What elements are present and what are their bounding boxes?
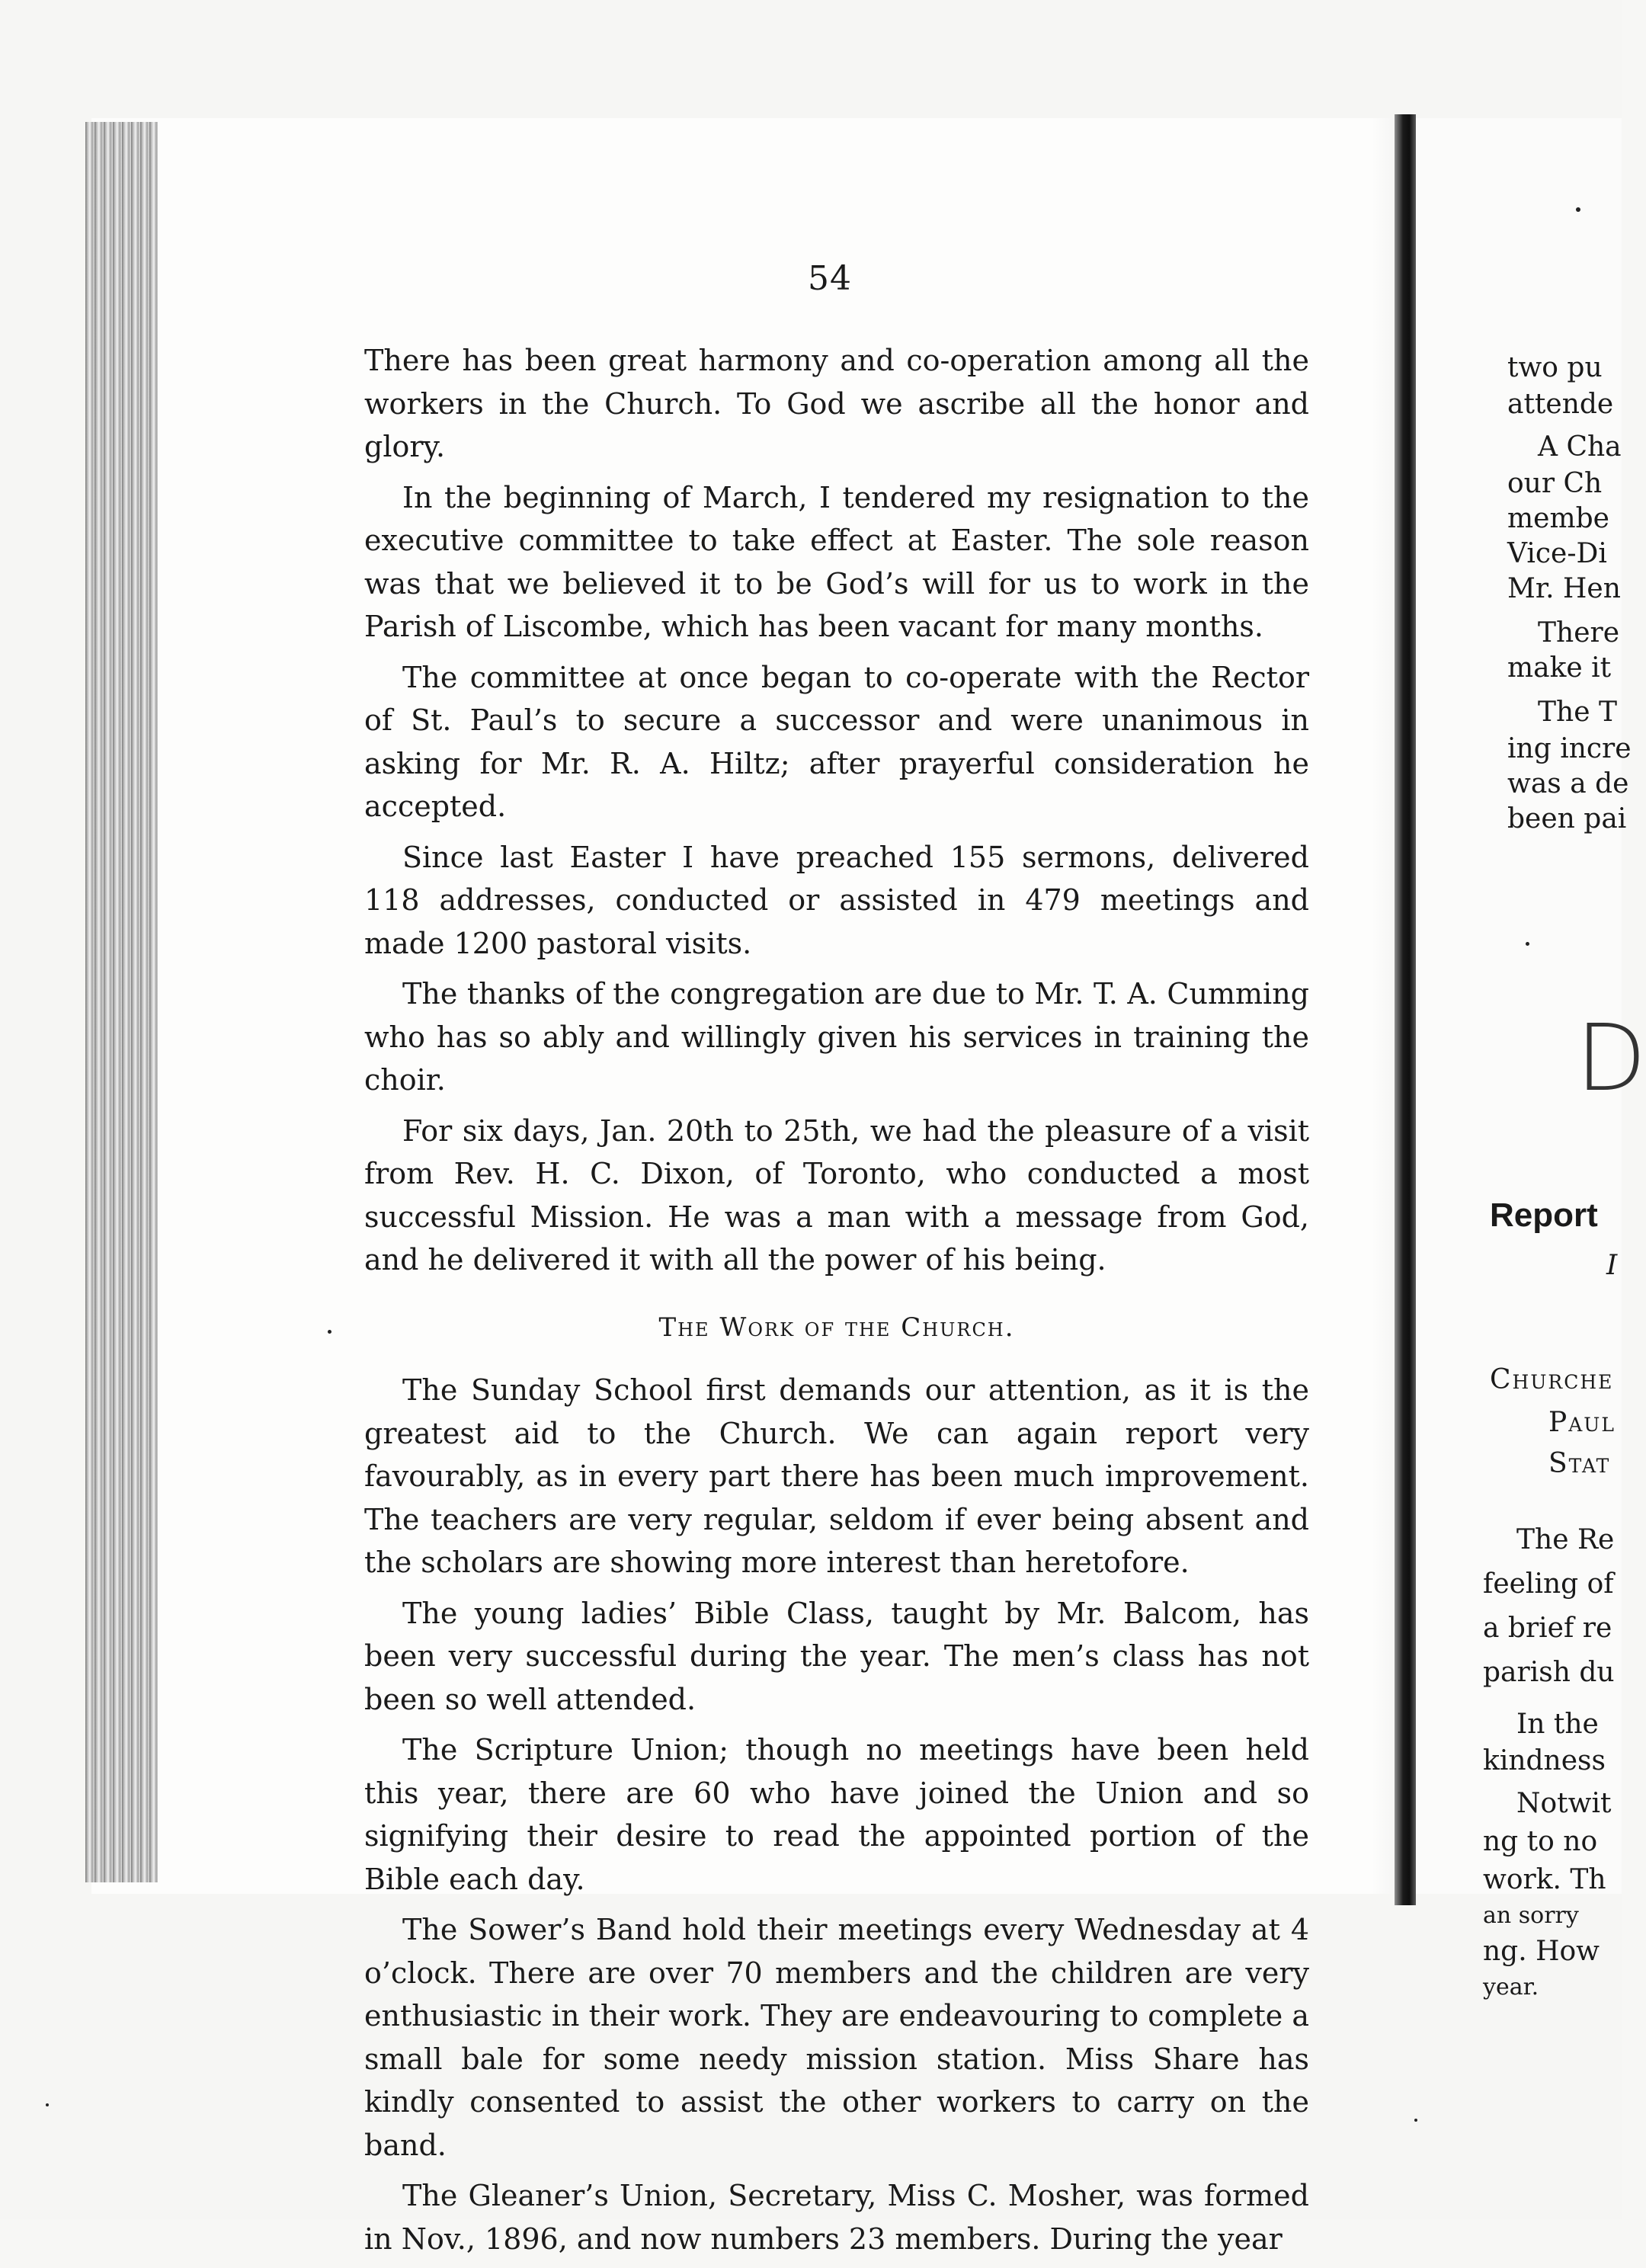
paragraph: Since last Easter I have preached 155 sermons, delivered 118 addresses, conducted or assisted in 479 meetings and made 1200 pastoral visits.	[364, 840, 1309, 960]
drop-letter: D	[1576, 1006, 1646, 1112]
page-number: 54	[808, 259, 852, 298]
speck	[328, 1330, 331, 1334]
right-page-fragment: was a de	[1507, 768, 1629, 799]
right-page-fragment: In the	[1516, 1709, 1599, 1740]
paragraph: In the beginning of March, I tendered my resignation to the executive committee to take effect at Easter. The sole reason was that we believed it to be God’s will for us to work in the Parish of Liscombe, which has been vacant for many months.	[364, 480, 1309, 643]
right-page-fragment: our Ch	[1507, 468, 1603, 499]
right-page-fragment: feeling of	[1483, 1568, 1614, 1600]
right-page-fragment: an sorry	[1483, 1902, 1579, 1929]
right-page-fragment: A Cha	[1538, 431, 1622, 463]
report-heading: Report	[1490, 1196, 1598, 1234]
section-heading: The Work of the Church.	[658, 1312, 1015, 1343]
right-page-fragment: Mr. Hen	[1507, 573, 1621, 604]
paragraph: The young ladies’ Bible Class, taught by Mr. Balcom, has been very successful during the year. The men’s class has not been so well attended.	[364, 1596, 1309, 1716]
right-page-fragment: parish du	[1483, 1657, 1615, 1688]
right-page-fragment: I	[1606, 1250, 1618, 1281]
right-page-fragment: kindness	[1483, 1745, 1606, 1776]
right-page-fragment: The T	[1538, 697, 1617, 728]
churches-line: Paul	[1548, 1407, 1616, 1438]
left-page-body	[364, 339, 1309, 2268]
paragraph: The committee at once began to co-operate with the Rector of St. Paul’s to secure a successor and were unanimous in asking for Mr. R. A. Hiltz; after prayerful consideration he accepted.	[364, 660, 1309, 823]
paragraph: There has been great harmony and co-operation among all the workers in the Church. To God we ascribe all the honor and glory.	[364, 344, 1309, 463]
right-page-fragment: ing incre	[1507, 733, 1632, 764]
right-page-fragment: Notwit	[1516, 1788, 1612, 1819]
right-page-fragment: ng. How	[1483, 1936, 1600, 1967]
churches-line: Churche	[1490, 1364, 1614, 1395]
right-page-fragment: work. Th	[1483, 1864, 1606, 1895]
paragraph: The Sower’s Band hold their meetings every Wednesday at 4 o’clock. There are over 70 members and the children are very enthusiastic in their work. They are endeavouring to complete a small bale for some needy mission station. Miss Share has kindly consented to assist the other workers to carry on the band.	[364, 1913, 1309, 2162]
right-page-fragment: There	[1538, 617, 1620, 649]
paragraph: The Gleaner’s Union, Secretary, Miss C. Mosher, was formed in Nov., 1896, and now numbers 23 members. During the year	[364, 2179, 1309, 2256]
right-page-fragment: year.	[1483, 1974, 1539, 2001]
book-gutter	[1395, 114, 1416, 1905]
right-page-fragment: been pai	[1507, 803, 1627, 834]
page-edge-stack	[85, 122, 158, 1882]
right-page-fragment: membe	[1507, 503, 1609, 534]
speck	[1526, 942, 1529, 946]
right-page-fragment: Vice-Di	[1507, 538, 1607, 569]
churches-line: Stat	[1548, 1448, 1611, 1479]
paragraph: For six days, Jan. 20th to 25th, we had the pleasure of a visit from Rev. H. C. Dixon, of Toronto, who conducted a most successful Mission. He was a man with a message from God, and he delivered it with all the power of his being.	[364, 1113, 1309, 1277]
right-page-fragment: ng to no	[1483, 1826, 1598, 1857]
paragraph: The Scripture Union; though no meetings have been held this year, there are 60 who have joined the Union and so signifying their desire to read the appointed portion of the Bible each day.	[364, 1733, 1309, 1896]
right-page-fragment: two pu	[1507, 352, 1603, 383]
right-page-fragment: attende	[1507, 389, 1614, 420]
speck	[46, 2103, 49, 2106]
speck	[1414, 2119, 1417, 2122]
right-page-fragment: The Re	[1516, 1524, 1615, 1555]
paragraph: The Sunday School first demands our attention, as it is the greatest aid to the Church. We can again report very favourably, as in every part there has been much improvement. The teachers are very regular, seldom if ever being absent and the scholars are showing more interest than heretofore.	[364, 1373, 1309, 1579]
speck	[1576, 207, 1580, 212]
right-page-fragment: a brief re	[1483, 1613, 1612, 1644]
paragraph: The thanks of the congregation are due to Mr. T. A. Cumming who has so ably and willingly given his services in training the choir.	[364, 977, 1309, 1097]
right-page-fragment: make it	[1507, 652, 1612, 684]
